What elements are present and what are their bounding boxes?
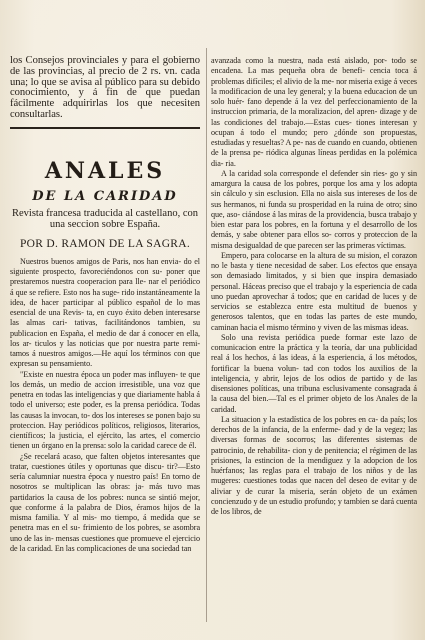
publication-description: Revista francesa traducida al castellano, con una seccion sobre España. (12, 207, 198, 230)
article-paragraph: Nuestros buenos amigos de Paris, nos han envia- do el siguiente prospecto, favoreciéndonos con su- poner que prestaremos nuestra cooperacion para lle- nar el periódico á que se refiere. Esto nos ha suge- rido instantáneamente la idea, de hacer participar al público español de lo mas esencial de una Revis- ta, en cuyo éxito deben interesarse las almas cari- tativas, facilitándonos tambien, su publicacion en España, el medio de dar á conocer en ella, los ar- ticulos y las noticias que por nuestra parte remi- tamos á nuestros amigos.—He aquí los términos con que expresan su pensamiento. (10, 256, 200, 369)
article-paragraph: ¿Se recelará acaso, que falten objetos interesantes que tratar, cuestiones útiles y oportunas que discu- tir?—Esto sería calumniar nuestra época y nuestro país! En torno de nosotros se multiplican las obras: ja- más tuvo mas partidarios la causa de los pobres: nunca se sintió mejor, que conforme á la palabra de Dios, éramos hijos de la misma familia. Y al mis- mo tiempo, á medida que se penetra mas en el su- frimiento de los pobres, se asombra uno de las in- mensas cuestiones que promueve el ejercicio de la caridad. En las complicaciones de una sociedad tan (10, 451, 200, 553)
article-paragraph: avanzada como la nuestra, nada está aislado, por- todo se encadena. La mas pequeña obra de benefi- cencia toca á problemas difíciles; el alivio de la me- nor miseria exige á veces la modificacion de una ley general; y la buena educacion de un solo huér- fano depende á la vez del perfeccionamiento de la instruccion primaria, de la moralizacion, del apren- dizage y de las condiciones del trabajo.—Estas cues- tiones interesan y ocupan á todo el mundo; pero ¿dónde son propuestas, estudiadas y resueltas? A pe- nas de cuando en cuando, obtienen de la prensa pe- riódica algunas líneas perdidas en la polémica dia- ria. (211, 56, 417, 168)
masthead-title: ANALES (44, 157, 166, 184)
separator-rule (10, 127, 200, 129)
article-paragraph: A la caridad sola corresponde el defender sin ries- go y sin amargura la causa de los pobres, porque los ama y los adopta sin cálculo y sin esclusion. Ella no aisla sus intereses de los de sus hermanos, ni funda su prosperidad en la ruina de otro; sino que, aso- ciándose á las miras de la providencia, busca trabajo y bien estar para los pobres, en la fortuna y el desarrollo de los demás, y sabe obtener para ellos so- corros y proteccion de la misma desigualdad de que parecen ser las primeras víctimas. (211, 168, 417, 250)
column-divider (206, 48, 207, 622)
intro-notice: los Consejos provinciales y para el gobierno de las provincias, al precio de 2 rs. vn. cada una; lo que se avisa al público para su debido conocimiento, y á fin de que puedan fácilmente adquirirlas los que necesiten consultarlas. (10, 56, 200, 120)
article-paragraph: La situacion y la estadística de los pobres en ca- da país; los derechos de la infancia, de la enferme- dad y de la vegez; las diversas formas de socorros; las diferentes sistemas de patrocinio, de rehabilita- cion y de penitencia; el régimen de las prisiones, la estincion de la mendiguez y la adopcion de los huérfanos; las reglas para el trabajo de los niños y de las mugeres: cuestiones todas que nacen del deseo de evitar y de aliviar y de curar la miseria, serán objeto de un exámen concienzudo y de un estudio profundo; y tambien se dará cuenta de los libros, de (211, 414, 417, 516)
author-byline: POR D. RAMON DE LA SAGRA. (19, 237, 191, 250)
article-paragraph: Empero, para colocarse en la altura de su mision, el corazon no le basta y tiene necesidad de saber. Los efectos que ensaya son demasiado limitados, y si bien que inspira demasiado personal. Háceas preciso que el trabajo y la esperiencia de cada uno puedan aprovechar á todos; que en caridad de luces y de servicios se establezca entre esta multitud de buenos y generosos talentos, que en todas las partes de este mundo, caminan hacia el mismo término y viven de las mismas ideas. (211, 250, 417, 332)
left-column (10, 56, 200, 634)
masthead-subtitle: DE LA CARIDAD (32, 188, 178, 204)
article-paragraph: Solo una revista periódica puede formar este lazo de comunicacion entre la práctica y la teoría, dar una publicidad real á los hechos, á las ideas, á la esperiencia, á los métodos, fortificar la buena volun- tad con todos los auxilios de la inteligencia, y abrir, lejos de los odios de partido y de las disensiones políticas, una tribuna esclusivamente consagrada á la causa del bien.—Tal es el primer objeto de los Anales de la caridad. (211, 332, 417, 414)
right-column (211, 56, 417, 634)
article-paragraph: "Existe en nuestra época un poder mas influyen- te que los demás, un medio de accion irresistible, una voz que penetra en todas las inteligencias y que diariamente habla á todo el universo; este poder, es la prensa periódica. Todas las causas la invocan, to- dos los intereses se ponen bajo su proteccion. Hay periódicos políticos, religiosos, literarios, científicos; la justicia, el ejército, las artes, el comercio tienen un órgano en la prensa: solo la caridad carece de él. (10, 369, 200, 451)
